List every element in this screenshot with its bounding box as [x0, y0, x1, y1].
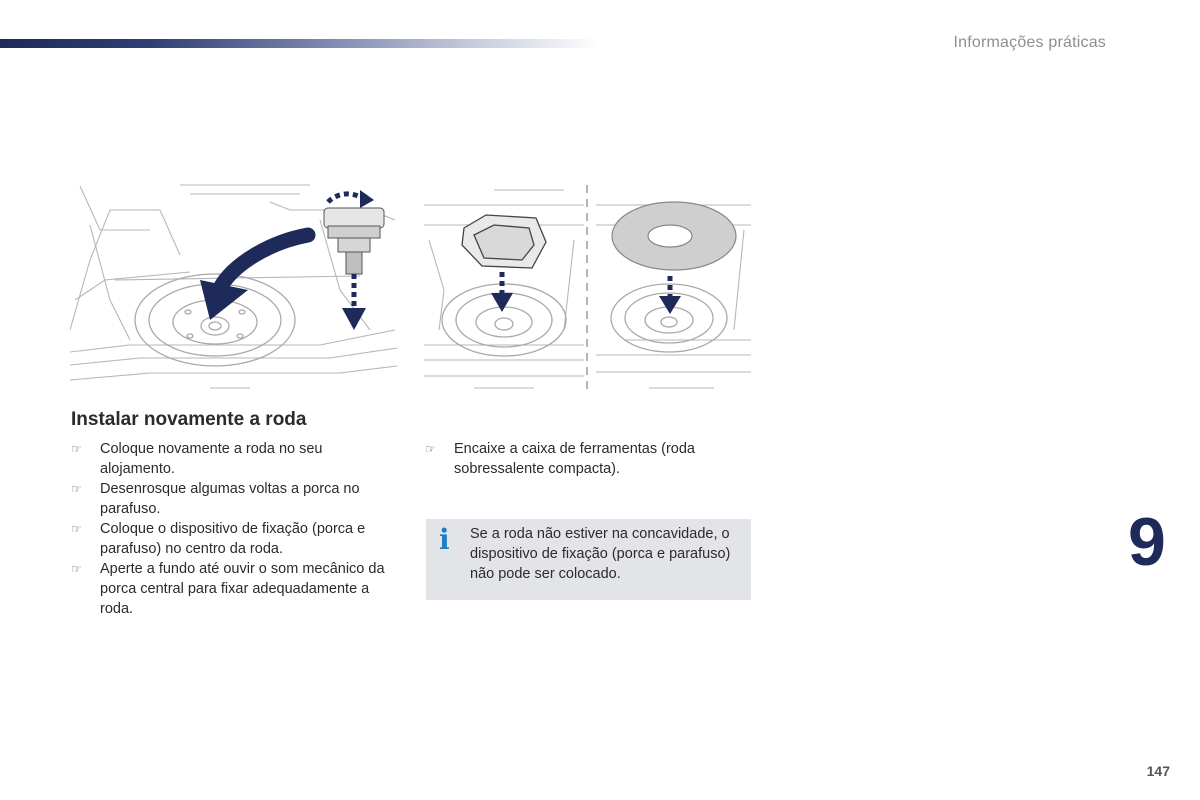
step-text: Aperte a fundo até ouvir o som mecânico da porca central para fixar adequadamente a roda.	[100, 561, 385, 617]
step-text: Encaixe a caixa de ferramentas (roda sobressalente compacta).	[454, 441, 695, 477]
pointing-hand-icon: ☞	[71, 482, 82, 496]
info-note	[426, 519, 751, 600]
chapter-number: 9	[1128, 504, 1166, 580]
pointing-hand-icon: ☞	[71, 562, 82, 576]
instruction-list-left	[71, 439, 401, 619]
step-text: Desenrosque algumas voltas a porca no parafuso.	[100, 481, 360, 517]
pointing-hand-icon: ☞	[71, 522, 82, 536]
pointing-hand-icon: ☞	[425, 442, 436, 456]
section-title: Informações práticas	[953, 34, 1106, 51]
list-item	[71, 479, 401, 519]
spare-wheel-illustration	[70, 180, 397, 402]
pointing-hand-icon: ☞	[71, 442, 82, 456]
instruction-list-right	[425, 439, 751, 479]
toolbox-cover-illustration	[424, 180, 751, 402]
header-accent-bar	[0, 39, 600, 48]
list-item	[71, 519, 401, 559]
list-item	[71, 559, 401, 619]
info-icon: i	[439, 523, 450, 556]
step-text: Coloque o dispositivo de fixação (porca e parafuso) no centro da roda.	[100, 521, 366, 557]
info-note-text: Se a roda não estiver na concavidade, o dispositivo de fixação (porca e parafuso) não pode ser colocado.	[470, 526, 731, 582]
section-heading: Instalar novamente a roda	[71, 409, 307, 430]
step-text: Coloque novamente a roda no seu alojamento.	[100, 441, 323, 477]
page-number: 147	[1146, 763, 1170, 779]
list-item	[71, 439, 401, 479]
list-item	[425, 439, 751, 479]
